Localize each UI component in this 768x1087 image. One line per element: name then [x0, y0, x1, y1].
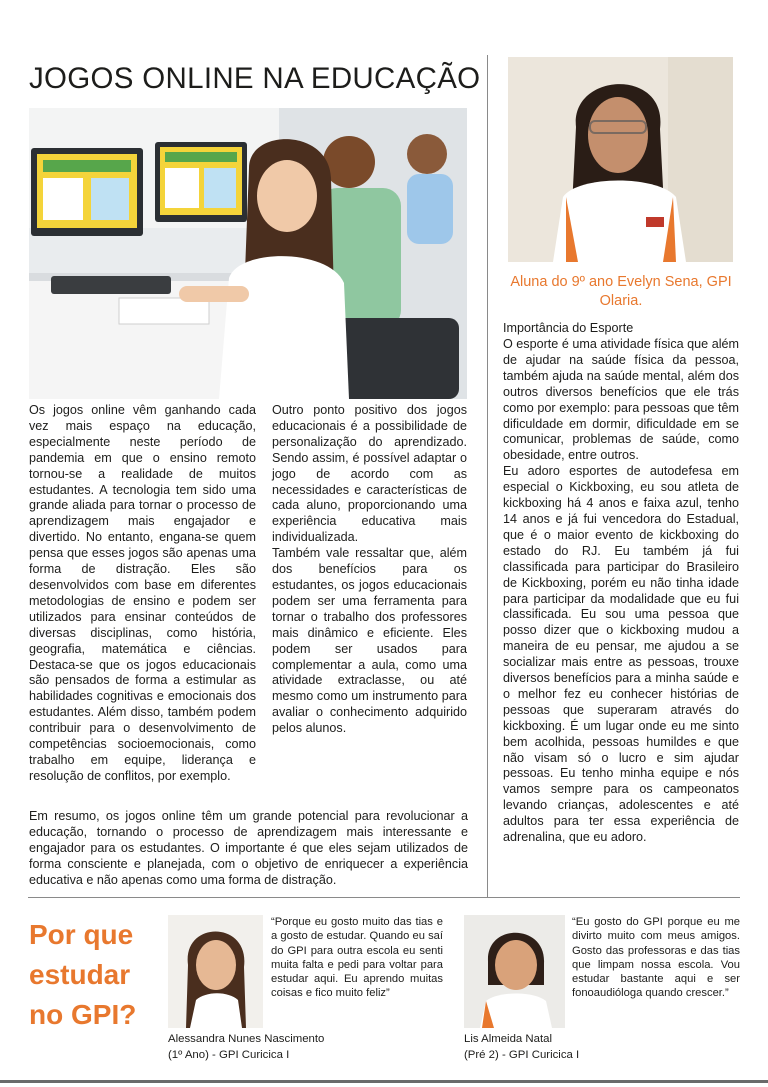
article-column-2	[272, 403, 467, 737]
section-divider	[28, 897, 740, 898]
sidebar-paragraph: O esporte é uma atividade física que além de ajudar na saúde física da pessoa, também ajuda na saúde mental, além dos outros diversos benefícios que ele trás como por exemplo: para pessoas que têm dificuldade em dormir, dificuldade em se comunicar, problemas de saúde, como obesidade, entre outros.	[503, 337, 739, 463]
testimonial-detail: (Pré 2) - GPI Curicica I	[464, 1049, 580, 1061]
why-heading: Por que estudar no GPI?	[29, 919, 137, 1030]
testimonial-quote: “Eu gosto do GPI porque eu me divirto muito com meus amigos. Gosto das professoras e das tias que limpam nossa escola. Vou estudar bastante aqui e ser fonoaudióloga quando crescer.”	[572, 916, 740, 1000]
classroom-photo	[29, 108, 467, 399]
page-bottom-rule	[0, 1080, 768, 1083]
lis-portrait	[464, 915, 565, 1028]
testimonial-quote: “Porque eu gosto muito das tias e a gosto de estudar. Quando eu saí do GPI para outra escola eu senti muita falta e pedi para voltar para estudar aqui. Eu aprendo muitas coisas e fico muito feliz”	[271, 916, 443, 1000]
article-paragraph: Em resumo, os jogos online têm um grande potencial para revolucionar a educação, tornando o processo de aprendizagem mais interessante e engajador para os estudantes. O importante é que eles sejam utilizados de forma consciente e planejada, com o objetivo de enriquecer a experiência educativa e não apenas como uma forma de distração.	[29, 809, 468, 887]
column-divider	[487, 55, 488, 897]
testimonial-name: Alessandra Nunes Nascimento	[168, 1033, 325, 1045]
article-paragraph: Os jogos online vêm ganhando cada vez mais espaço na educação, especialmente neste período de pandemia em que o ensino remoto tornou-se a realidade de muitos estudantes. A tecnologia tem sido uma grande aliada para tornar o processo de aprendizagem mais engajador e divertido. No entanto, engana-se quem pensa que esses jogos são apenas uma forma de distração. Eles são desenvolvidos com base em diferentes metodologias de ensino e podem ser utilizados para ensinar conteúdos de diversas disciplinas, como história, geografia, matemática e ciências. Destaca-se que os jogos educacionais são pensados de forma a estimular as habilidades cognitivas e emocionais dos estudantes. Além disso, também podem contribuir para o desenvolvimento de competências socioemocionais, como trabalho em equipe, liderança e resolução de conflitos, por exemplo.	[29, 403, 256, 783]
page-title: JOGOS ONLINE NA EDUCAÇÃO	[29, 62, 481, 95]
portrait-caption: Aluna do 9º ano Evelyn Sena, GPI Olaria.	[510, 274, 732, 309]
article-paragraph: Também vale ressaltar que, além dos benefícios para os estudantes, os jogos educacionais podem ser uma ferramenta para tornar o trabalho dos professores mais dinâmico e eficiente. Eles podem ser usados para complementar a aula, como uma atividade extraclasse, ou até mesmo como um instrumento para avaliar o conhecimento adquirido pelos alunos.	[272, 546, 467, 736]
sidebar-text	[503, 337, 739, 846]
article-column-1	[29, 403, 256, 785]
testimonial-detail: (1º Ano) - GPI Curicica I	[168, 1049, 290, 1061]
alessandra-portrait	[168, 915, 263, 1028]
testimonial-name: Lis Almeida Natal	[464, 1033, 553, 1045]
section-heading: Importância do Esporte	[503, 321, 634, 335]
sidebar-paragraph: Eu adoro esportes de autodefesa em especial o Kickboxing, eu sou atleta de kickboxing há 4 anos e faixa azul, tenho 14 anos e já fui vencedora do Estadual, que é o maior evento de kickboxing do estado do RJ. Eu também já fui classificada para participar do Brasileiro de Kickboxing, porém eu não tinha idade para participar da modalidade que eu fui classificada. Eu sou uma pessoa que posso dizer que o kickboxing mudou a maneira de eu pensar, me ajudou a se socializar mais entre as pessoas, trouxe diversos benefícios para a minha saúde e o melhor fez eu conhecer histórias de pessoas que superaram através do kickboxing. É um lugar onde eu me sinto bem acolhida, pessoas humildes e que não visam só o lucro e sim ajudar pessoas. Eu tenho minha equipe e nós vamos sempre para os campeonatos levando crianças, adolescentes e até adultos para ter essa experiência de adrenalina, que eu adoro.	[503, 464, 739, 845]
article-conclusion	[29, 809, 468, 889]
evelyn-portrait	[508, 57, 733, 262]
article-paragraph: Outro ponto positivo dos jogos educacionais é a possibilidade de personalização do aprendizado. Sendo assim, é possível adaptar o jogo de acordo com as necessidades e características de cada aluno, proporcionando uma experiência educativa mais individualizada.	[272, 403, 467, 545]
